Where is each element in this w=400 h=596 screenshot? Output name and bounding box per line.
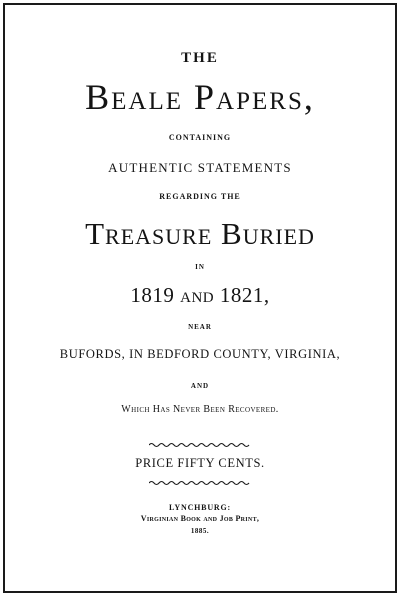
authentic-statements: AUTHENTIC STATEMENTS	[108, 160, 292, 175]
regarding-label: REGARDING THE	[159, 192, 241, 201]
main-title: Beale Papers,	[85, 77, 315, 117]
imprint-city: LYNCHBURG:	[169, 503, 231, 512]
title-article: THE	[181, 50, 219, 66]
containing-label: CONTAINING	[168, 133, 232, 142]
location-line: BUFORDS, IN BEDFORD COUNTY, VIRGINIA,	[59, 347, 341, 361]
price-line: PRICE FIFTY CENTS.	[135, 456, 265, 470]
wavy-rule-ornament-top	[149, 442, 251, 448]
treasure-heading: Treasure Buried	[85, 216, 315, 251]
wavy-rule-ornament-bottom	[149, 480, 251, 486]
years-line: 1819 and 1821,	[130, 283, 270, 307]
imprint-year: 1885.	[190, 527, 210, 535]
imprint-printer: Virginian Book and Job Print,	[140, 514, 260, 523]
near-label: NEAR	[188, 323, 212, 331]
in-label: IN	[195, 263, 205, 271]
and-label: AND	[190, 382, 210, 390]
never-recovered-line: Which Has Never Been Recovered.	[121, 404, 279, 415]
